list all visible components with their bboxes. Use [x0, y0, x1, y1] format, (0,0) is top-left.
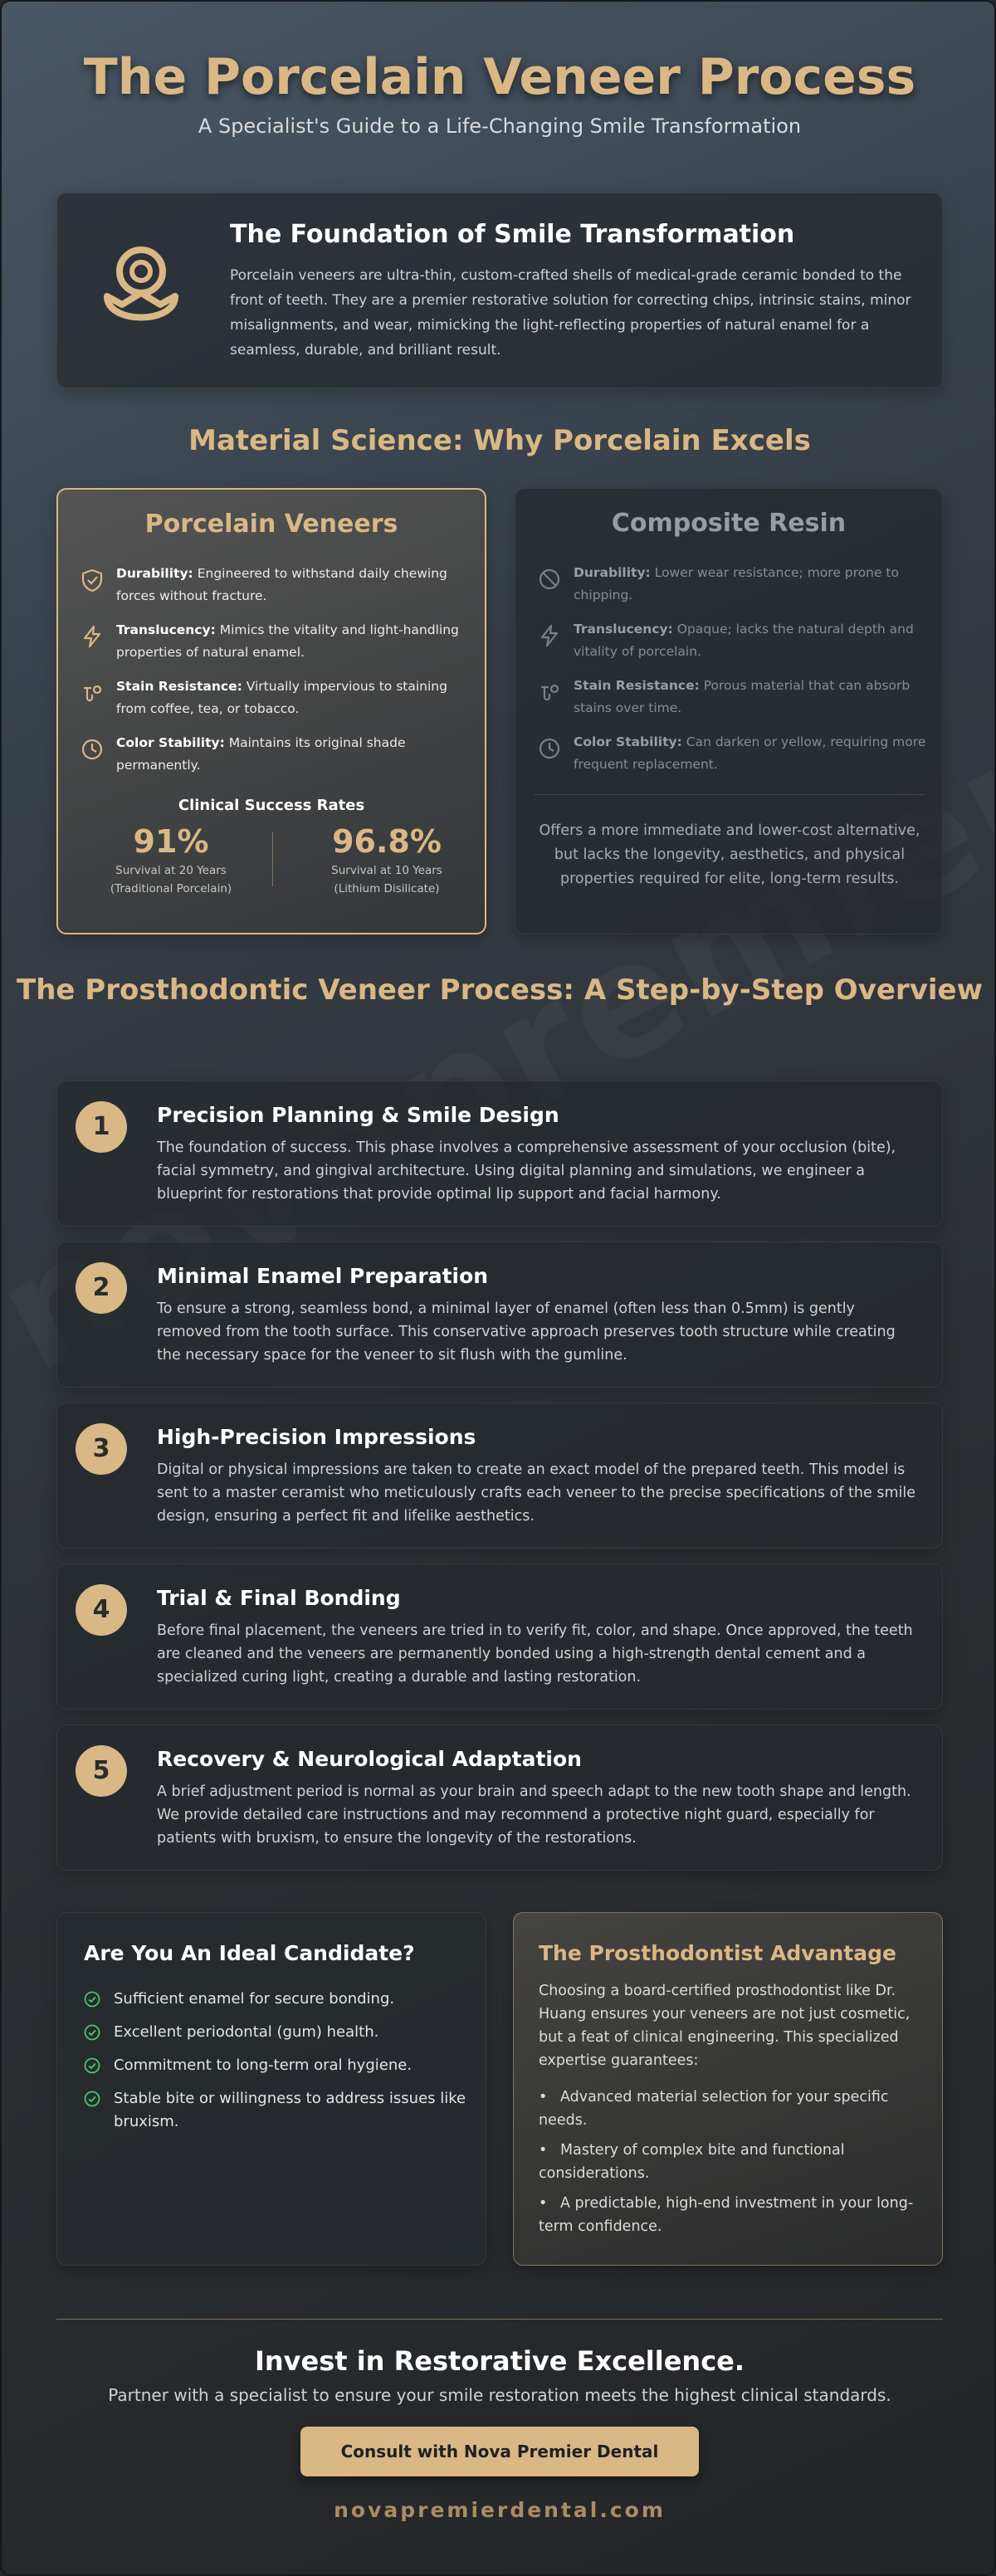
check-circle-icon [84, 2024, 100, 2041]
feature-text: Opaque; lacks the natural depth and vitality of porcelain. [574, 622, 914, 659]
list-item-text: Stable bite or willingness to address issues like bruxism. [114, 2090, 466, 2130]
feature-text: Engineered to withstand daily chewing forces without fracture. [116, 566, 447, 603]
list-item [539, 2086, 922, 2132]
feature-label: Stain Resistance: [574, 678, 700, 693]
rate-caption: (Lithium Disilicate) [334, 882, 440, 895]
process-section-title: The Prosthodontic Veneer Process: A Step-by-Step Overview [17, 973, 983, 1007]
list-item-text: A predictable, high-end investment in your long-term confidence. [539, 2195, 914, 2235]
feature-label: Color Stability: [574, 734, 682, 749]
divider [534, 794, 925, 795]
step-number: 3 [76, 1423, 127, 1475]
advantage-intro: Choosing a board-certified prosthodontist like Dr. Huang ensures your veneers are not just cosmetic, but a feat of clinical engineering. This specialized expertise guarantees: [539, 1983, 911, 2069]
list-item-text: Commitment to long-term oral hygiene. [114, 2056, 413, 2074]
rate-caption: Survival at 10 Years [331, 864, 442, 877]
bullet: • [539, 2195, 548, 2212]
bullet: • [539, 2089, 548, 2105]
step-body: Digital or physical impressions are taken to create an exact model of the prepared teeth. This model is sent to a master ceramist who meticulously crafts each veneer to the precise specifications of the smile design, ensuring a perfect fit and lifelike aesthetics. [157, 1461, 915, 1525]
step-body: A brief adjustment period is normal as your brain and speech adapt to the new tooth shape and length. We provide detailed care instructions and may recommend a protective night guard, especially for patients with bruxism, to ensure the longevity of the restorations. [157, 1783, 911, 1847]
rate-value: 91% [133, 823, 209, 860]
foundation-title: The Foundation of Smile Transformation [230, 220, 795, 249]
material-section-title: Material Science: Why Porcelain Excels [188, 424, 811, 457]
feature-text: Maintains its original shade permanently. [116, 735, 406, 773]
lightning-icon [80, 624, 105, 649]
rate-divider [272, 832, 273, 886]
step-body: The foundation of success. This phase involves a comprehensive assessment of your occlusion (bite), facial symmetry, and gingival architecture. Using digital planning and simulations, we engineer a blueprint for restorations that provide optimal lip support and facial harmony. [157, 1139, 896, 1203]
feature-label: Durability: [116, 566, 193, 581]
composite-feature-color [537, 731, 927, 781]
candidate-title: Are You An Ideal Candidate? [84, 1941, 415, 1965]
rate-caption: (Traditional Porcelain) [110, 882, 232, 895]
feature-text: Lower wear resistance; more prone to chipping. [574, 565, 899, 603]
list-item-text: Advanced material selection for your specific needs. [539, 2089, 889, 2129]
foundation-card [56, 193, 943, 388]
page-title: The Porcelain Veneer Process [83, 48, 916, 106]
check-circle-icon [84, 1991, 100, 2008]
composite-title: Composite Resin [611, 509, 847, 538]
list-item [539, 2139, 922, 2185]
step-title: Recovery & Neurological Adaptation [157, 1747, 582, 1771]
ban-icon [537, 567, 562, 592]
step-title: High-Precision Impressions [157, 1425, 476, 1449]
tooth-smile-icon [95, 242, 187, 341]
porcelain-feature-translucency [80, 619, 470, 669]
feature-text: Can darken or yellow, requiring more frequent replacement. [574, 734, 926, 772]
composite-card [515, 488, 943, 934]
feature-text: Mimics the vitality and light-handling properties of natural enamel. [116, 622, 459, 660]
header [2, 48, 996, 138]
composite-feature-durability [537, 562, 927, 612]
rate-value: 96.8% [332, 823, 442, 860]
feature-label: Stain Resistance: [116, 679, 242, 694]
step-card [56, 1564, 943, 1710]
feature-text: Virtually impervious to staining from coffee, tea, or tobacco. [116, 679, 447, 716]
step-number: 5 [76, 1745, 127, 1797]
step-card [56, 1403, 943, 1549]
porcelain-feature-color [80, 732, 470, 782]
porcelain-title: Porcelain Veneers [144, 510, 398, 539]
step-title: Precision Planning & Smile Design [157, 1103, 559, 1127]
list-item-text: Sufficient enamel for secure bonding. [114, 1990, 395, 2008]
stain-drop-icon [537, 680, 562, 705]
composite-feature-translucency [537, 618, 927, 668]
step-card [56, 1242, 943, 1388]
step-body: To ensure a strong, seamless bond, a minimal layer of enamel (often less than 0.5mm) is gently removed from the tooth surface. This conservative approach preserves tooth structure while creating the necessary space for the veneer to sit flush with the gumline. [157, 1300, 896, 1364]
step-card [56, 1081, 943, 1227]
step-title: Minimal Enamel Preparation [157, 1264, 489, 1288]
feature-label: Translucency: [116, 622, 216, 637]
stain-drop-icon [80, 681, 105, 705]
clock-icon [537, 736, 562, 761]
list-item [539, 2192, 922, 2238]
porcelain-card [56, 488, 486, 934]
feature-text: Porous material that can absorb stains over time. [574, 678, 911, 715]
rate-stat [71, 822, 271, 898]
composite-feature-stain [537, 675, 927, 724]
check-circle-icon [84, 2091, 100, 2107]
step-number: 2 [76, 1262, 127, 1314]
feature-label: Durability: [574, 565, 651, 580]
list-item-text: Excellent periodontal (gum) health. [114, 2023, 379, 2041]
check-circle-icon [84, 2057, 100, 2074]
bullet: • [539, 2142, 548, 2159]
porcelain-feature-stain [80, 676, 470, 725]
advantage-title: The Prosthodontist Advantage [539, 1941, 896, 1965]
rates-title: Clinical Success Rates [178, 797, 365, 814]
footer-divider [56, 2319, 943, 2320]
list-item-text: Mastery of complex bite and functional considerations. [539, 2142, 845, 2182]
consult-button[interactable]: Consult with Nova Premier Dental [300, 2427, 699, 2476]
candidate-card [56, 1912, 486, 2266]
rate-stat [287, 822, 486, 898]
page-subtitle: A Specialist's Guide to a Life-Changing Smile Transformation [198, 115, 802, 138]
porcelain-feature-durability [80, 563, 470, 612]
lightning-icon [537, 623, 562, 648]
step-title: Trial & Final Bonding [157, 1586, 401, 1610]
feature-label: Translucency: [574, 622, 673, 637]
rate-caption: Survival at 20 Years [115, 864, 227, 877]
shield-check-icon [80, 568, 105, 593]
cta-title: Invest in Restorative Excellence. [254, 2345, 745, 2377]
clock-icon [80, 737, 105, 762]
step-number: 4 [76, 1584, 127, 1636]
step-number: 1 [76, 1101, 127, 1153]
step-card [56, 1725, 943, 1871]
step-body: Before final placement, the veneers are tried in to verify fit, color, and shape. Once approved, the teeth are cleaned and the veneers are permanently bonded using a high-strength dental cement and a specialized curing light, creating a durable and lasting restoration. [157, 1622, 913, 1686]
website-link[interactable]: novapremierdental.com [334, 2498, 666, 2522]
advantage-card [513, 1912, 943, 2266]
composite-note: Offers a more immediate and lower-cost alternative, but lacks the longevity, aesthetics, and physical properties required for elite, long-term results. [539, 822, 920, 887]
feature-label: Color Stability: [116, 735, 225, 750]
cta-subtitle: Partner with a specialist to ensure your smile restoration meets the highest clinical standards. [108, 2385, 891, 2405]
foundation-body: Porcelain veneers are ultra-thin, custom-crafted shells of medical-grade ceramic bonded to the front of teeth. They are a premier restorative solution for correcting chips, intrinsic stains, minor misalignments, and wear, mimicking the light-reflecting properties of natural enamel for a seamless, durable, and brilliant result. [230, 267, 911, 359]
